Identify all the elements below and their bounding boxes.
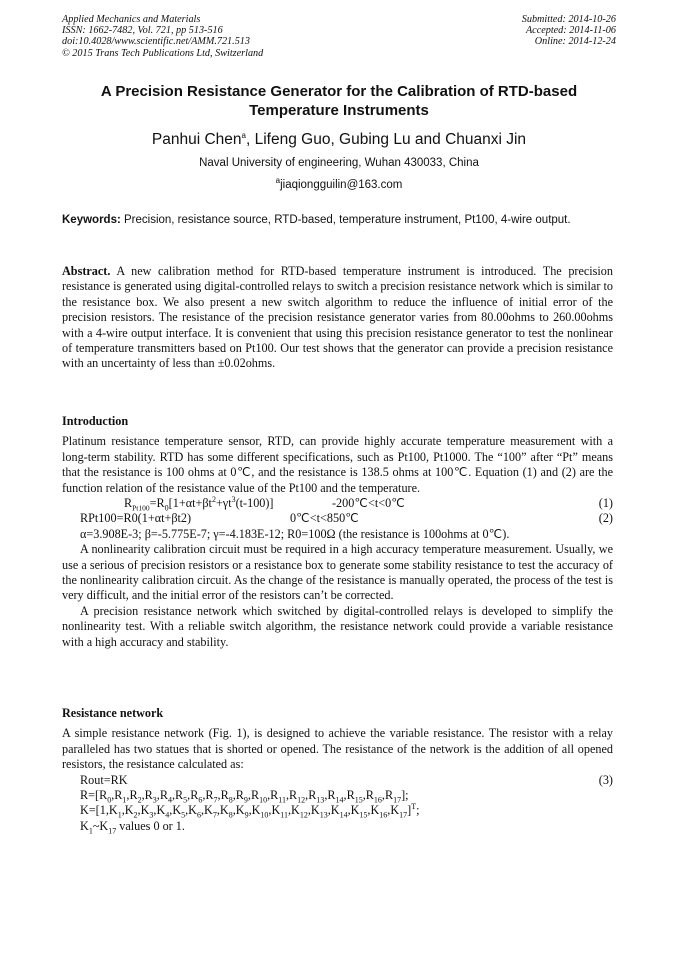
r-vector-term: R [289,788,298,803]
submission-dates [356,14,616,48]
k-vector-subscript: 11 [280,810,288,820]
journal-doi: doi:10.4028/www.scientific.net/AMM.721.513 [62,36,250,48]
k-vector-term: K [172,803,182,818]
k-vector-term: K [108,803,118,818]
k-vector-term: K [310,803,320,818]
k-vector-term: K [330,803,340,818]
equation-1-condition: -200℃<t<0℃ [332,496,405,511]
abstract-text: A new calibration method for RTD-based temperature instrument is introduced. The precision resistance is generated using digital-controlled relays to switch a precision resistance network which is similar to the resistance box. We also present a new switch algorithm to reduce the influence of initial error of the precision resistors. The resistance of the precision resistance generator varies from 80.00ohms to 260.00ohms with a 4-wire output interface. It is convenient that using this precision resistance generator to test the nonlinear of temperature transmitters based on Pt100. Our test shows that the generator can provide a precision resistance with an uncertainty of less than ±0.02ohms. [62,264,613,371]
k-vector-subscript: 5 [181,810,186,820]
k-vector-subscript: 1 [117,810,122,820]
r-vector-term: R [114,788,123,803]
submitted-date: Submitted: 2014-10-26 [521,14,616,25]
intro-paragraph-1: Platinum resistance temperature sensor, RTD, can provide highly accurate temperature measurement with a long-term stability. RTD has some different specifications, such as Pt100, Pt1000. The “100” after “Pt” means that the resistance is 100 ohms at 0℃, and the resistance is 138.5 ohms at 100℃. Equation (1) and (2) are the function relation of the resistance value of the Pt100 and the temperature. [62,434,613,495]
journal-name: Applied Mechanics and Materials [62,14,201,25]
r-vector-subscript: 15 [354,795,363,805]
equation-2 [62,511,613,526]
r-vector-subscript: 1 [122,795,127,805]
k-vector-subscript: 7 [212,810,217,820]
k-vector-term: K [204,803,213,818]
r-vector-subscript: 6 [198,795,203,805]
r-vector-subscript: 3 [152,795,157,805]
r-vector-term: R [205,788,214,803]
k-vector-term: K [271,803,281,818]
r-vector-term: R [384,788,394,803]
r-vector-subscript: 7 [213,795,218,805]
k-vector-subscript: 12 [299,810,308,820]
keywords-text: Precision, resistance source, RTD-based, temperature instrument, Pt100, 4-wire output. [120,214,571,226]
journal-info [62,14,382,59]
k-vector-subscript: 13 [319,810,328,820]
r-vector [62,788,613,803]
journal-issn: ISSN: 1662-7482, Vol. 721, pp 513-516 [62,25,223,37]
journal-copyright: © 2015 Trans Tech Publications Ltd, Switzerland [62,47,264,59]
r-vector-subscript: 9 [243,795,248,805]
r-vector-term: R [327,788,336,803]
r-vector-subscript: 8 [228,795,233,805]
k-vector-subscript: 14 [339,810,348,820]
accepted-date: Accepted: 2014-11-06 [525,25,616,37]
r-vector-term: R [346,788,355,803]
k-vector-subscript: 17 [399,810,408,820]
r-vector-term: R [144,788,153,803]
network-paragraph-1: A simple resistance network (Fig. 1), is designed to achieve the variable resistance. The resistor with a relay paralleled has two statues that is shorted or opened. The resistance of the network is the addition of all opened resistors, the resistance calculated as: [62,726,613,772]
r-vector-term: R [175,788,184,803]
keywords [62,213,613,228]
r-vector-term: R [159,788,168,803]
r-vector-subscript: 12 [297,795,306,805]
author-email [62,178,616,193]
k-vector-subscript: 16 [379,810,388,820]
k-vector-term: K [235,803,245,818]
k-vector-term: K [188,803,197,818]
r-vector-subscript: 0 [107,795,112,805]
r-vector-subscript: 4 [167,795,172,805]
k-vector-term: K [251,803,261,818]
equation-1-number: (1) [598,496,613,511]
introduction-section [62,414,613,650]
k-vector-term: K [291,803,300,818]
k-values-expr: $K_1\sim K_{17}$ values 0 or 1. [80,818,185,836]
k-vector-term: K [219,803,229,818]
r-vector-subscript: 10 [259,795,268,805]
k-vector-prefix: K=[1, [80,803,109,818]
equation-constants: α=3.908E-3; β=-5.775E-7; γ=-4.183E-12; R0=100Ω (the resistance is 100ohms at 0℃). [80,526,510,541]
keywords-label: Keywords: [62,214,121,226]
r-vector-term: R [99,788,108,803]
r-vector-subscript: 16 [373,795,382,805]
k-vector-subscript: 6 [196,810,201,820]
abstract [62,264,613,372]
intro-paragraph-2: A nonlinearity calibration circuit must be required in a high accuracy temperature measurement. Usually, we use a serious of precision resistors or a resistance box to generate some stability resistance to test the accuracy of the nonlinearity calibration circuit. As the change of the resistance is manually operated, the process of the test is very difficult, and the initial error of the resistors can’t be corrected. [62,542,613,603]
r-vector-subscript: 13 [316,795,325,805]
k-vector [62,803,613,818]
k-vector-subscript: 8 [228,810,233,820]
resistance-network-section [62,706,613,834]
equation-2-expr: RPt100=R0(1+αt+βt2) [80,511,192,526]
k-vector-subscript: 3 [149,810,154,820]
r-vector-prefix: R=[ [80,788,100,803]
r-vector-term: R [220,788,229,803]
k-vector-subscript: 15 [359,810,368,820]
k-vector-term: K [156,803,166,818]
k-vector-transpose: T [411,802,417,812]
r-vector-subscript: 2 [137,795,142,805]
k-vector-subscript: 10 [260,810,269,820]
r-vector-subscript: 11 [278,795,286,805]
affiliation: Naval University of engineering, Wuhan 430033, China [199,157,479,169]
intro-paragraph-3: A precision resistance network which switched by digital-controlled relays is developed to simplify the nonlinearity test. With a reliable switch algorithm, the resistance network could provide a variable resistance with a high accuracy and stability. [62,603,613,649]
email-address: jiaqiongguilin@163.com [280,179,403,191]
k-vector-subscript: 2 [133,810,138,820]
k-vector-subscript: 9 [244,810,249,820]
author-first: Panhui Chen [151,131,242,148]
equation-2-condition: 0℃<t<850℃ [290,511,359,526]
k-vector-term: K [370,803,380,818]
k-vector-expr: $K=[1,K_1,K_2,K_3,K_4,K_5,K_6,K_7,K_8,K_9,K_{10},K_{11},K_{12},K_{13},K_{14},K_{15},K_{16},K_{17}]^T$; [80,802,420,820]
r-vector-subscript: 5 [183,795,188,805]
k-vector-term: K [390,803,400,818]
r-vector-term: R [365,788,374,803]
k-vector-term: K [124,803,134,818]
equation-3 [62,773,613,788]
r-vector-expr: $R=[R_0,R_1,R_2,R_3,R_4,R_5,R_6,R_7,R_8,R_9,R_{10},R_{11},R_{12},R_{13},R_{14},R_{15},R_{16},R_{17}]$; [80,788,409,805]
k-values-line [62,819,613,834]
email-sup: a [275,176,281,186]
equation-3-expr: Rout=RK [80,772,128,787]
equation-3-number: (3) [598,772,613,787]
k-vector-subscript: 4 [165,810,170,820]
network-heading: Resistance network [62,706,164,720]
r-vector-subscript: 14 [335,795,344,805]
k-vector-term: K [350,803,360,818]
equation-2-number: (2) [598,511,613,526]
r-vector-term: R [235,788,244,803]
k-vector-term: K [140,803,150,818]
paper-title: A Precision Resistance Generator for the Calibration of RTD-based Temperature Instruments [100,83,578,119]
r-vector-term: R [129,788,138,803]
r-vector-term: R [270,788,279,803]
r-vector-subscript: 17 [393,795,402,805]
r-vector-term: R [308,788,317,803]
equation-1 [62,496,613,511]
online-date: Online: 2014-12-24 [534,36,616,48]
equation-1-expr: $R_{Pt100}=R_0[1+\alpha t+\beta t^2+\gamma t^3(t-100)]$ [124,494,274,513]
abstract-label: Abstract. [62,264,111,278]
author-rest: , Lifeng Guo, Gubing Lu and Chuanxi Jin [246,131,527,148]
author-list [62,130,616,150]
author-first-sup: a [241,130,246,140]
r-vector-term: R [190,788,199,803]
r-vector-term: R [250,788,260,803]
introduction-heading: Introduction [62,414,129,428]
